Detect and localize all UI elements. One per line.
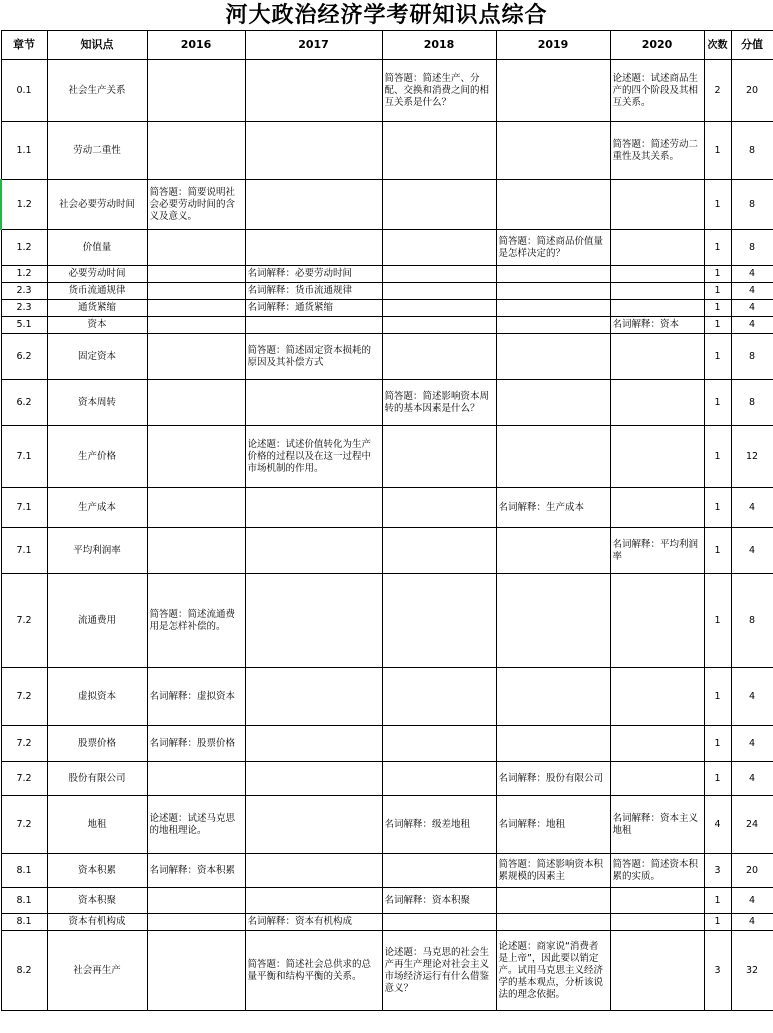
table-row [1,914,773,931]
cell-2017[interactable]: 名词解释：通货紧缩 [245,300,382,317]
cell-count[interactable]: 1 [704,726,731,762]
cell-count[interactable]: 1 [704,180,731,230]
cell-count[interactable]: 1 [704,528,731,574]
cell-2016[interactable]: 论述题：试述马克思的地租理论。 [147,796,245,854]
cell-count[interactable]: 1 [704,266,731,283]
cell-2016[interactable] [147,426,245,488]
cell-section[interactable]: 6.2 [1,380,47,426]
cell-2017[interactable]: 名词解释：资本有机构成 [245,914,382,931]
cell-section[interactable]: 7.2 [1,762,47,796]
cell-2019[interactable] [496,60,610,122]
cell-2019[interactable] [496,668,610,726]
cell-2018[interactable]: 名词解释：级差地租 [382,796,496,854]
cell-2018[interactable]: 名词解释：资本积聚 [382,888,496,914]
cell-2018[interactable] [382,122,496,180]
cell-count[interactable]: 1 [704,668,731,726]
cell-section[interactable]: 1.2 [1,266,47,283]
cell-count[interactable]: 1 [704,426,731,488]
cell-count[interactable]: 1 [704,300,731,317]
cell-score[interactable]: 4 [731,668,773,726]
cell-2018[interactable] [382,762,496,796]
cell-section[interactable]: 8.1 [1,854,47,888]
cell-2018[interactable] [382,266,496,283]
knowledge-table [0,30,773,1011]
cell-score[interactable]: 12 [731,426,773,488]
cell-2020[interactable] [610,488,704,528]
table-row [1,762,773,796]
cell-2019[interactable] [496,380,610,426]
cell-section[interactable]: 8.1 [1,888,47,914]
cell-2017[interactable]: 论述题：试述价值转化为生产价格的过程以及在这一过程中市场机制的作用。 [245,426,382,488]
cell-2016[interactable] [147,300,245,317]
cell-2018[interactable] [382,854,496,888]
cell-2019[interactable]: 简答题：简述影响资本积累规模的因素主 [496,854,610,888]
cell-2017[interactable] [245,726,382,762]
cell-count[interactable]: 1 [704,317,731,334]
cell-score[interactable]: 4 [731,888,773,914]
table-row [1,796,773,854]
cell-2016[interactable] [147,380,245,426]
header-2017[interactable]: 2017 [245,31,382,60]
cell-score[interactable]: 32 [731,931,773,1011]
cell-count[interactable]: 1 [704,888,731,914]
cell-2016[interactable] [147,488,245,528]
cell-score[interactable]: 4 [731,914,773,931]
cell-count[interactable]: 1 [704,762,731,796]
cell-2017[interactable]: 简答题：简述固定资本损耗的原因及其补偿方式 [245,334,382,380]
cell-2018[interactable] [382,574,496,668]
cell-point[interactable]: 平均利润率 [47,528,147,574]
cell-2017[interactable] [245,230,382,266]
cell-point[interactable]: 必要劳动时间 [47,266,147,283]
cell-2019[interactable] [496,574,610,668]
cell-2016[interactable] [147,931,245,1011]
cell-point[interactable]: 资本周转 [47,380,147,426]
cell-2016[interactable] [147,528,245,574]
cell-2019[interactable] [496,300,610,317]
cell-2020[interactable] [610,426,704,488]
cell-2020[interactable]: 名词解释：平均利润率 [610,528,704,574]
cell-2018[interactable] [382,283,496,300]
cell-2016[interactable] [147,122,245,180]
cell-section[interactable]: 0.1 [1,60,47,122]
cell-2018[interactable]: 简答题：简述生产、分配、交换和消费之间的相互关系是什么？ [382,60,496,122]
cell-count[interactable]: 1 [704,122,731,180]
cell-2020[interactable] [610,283,704,300]
header-2018[interactable]: 2018 [382,31,496,60]
header-section[interactable]: 章节 [1,31,47,60]
cell-2016[interactable] [147,266,245,283]
cell-point[interactable]: 社会必要劳动时间 [47,180,147,230]
cell-point[interactable]: 股份有限公司 [47,762,147,796]
cell-score[interactable]: 4 [731,283,773,300]
cell-2020[interactable]: 名词解释：资本 [610,317,704,334]
cell-2016[interactable] [147,888,245,914]
cell-point[interactable]: 地租 [47,796,147,854]
cell-2018[interactable] [382,488,496,528]
cell-point[interactable]: 价值量 [47,230,147,266]
cell-section[interactable]: 7.1 [1,488,47,528]
table-row [1,180,773,230]
cell-count[interactable]: 3 [704,854,731,888]
table-row [1,888,773,914]
cell-2020[interactable] [610,762,704,796]
cell-2018[interactable]: 论述题：马克思的社会生产再生产理论对社会主义市场经济运行有什么借鉴意义？ [382,931,496,1011]
cell-2020[interactable]: 简答题：简述资本积累的实质。 [610,854,704,888]
cell-2017[interactable]: 名词解释：货币流通规律 [245,283,382,300]
cell-2020[interactable]: 简答题：简述劳动二重性及其关系。 [610,122,704,180]
cell-point[interactable]: 通货紧缩 [47,300,147,317]
cell-2020[interactable] [610,914,704,931]
cell-score[interactable]: 4 [731,317,773,334]
cell-score[interactable]: 8 [731,122,773,180]
cell-count[interactable]: 1 [704,334,731,380]
cell-2018[interactable] [382,726,496,762]
cell-2016[interactable] [147,283,245,300]
cell-2019[interactable] [496,122,610,180]
cell-score[interactable]: 4 [731,266,773,283]
cell-score[interactable]: 4 [731,300,773,317]
cell-section[interactable]: 1.2 [1,230,47,266]
cell-section[interactable]: 8.1 [1,914,47,931]
header-point[interactable]: 知识点 [47,31,147,60]
cell-2020[interactable]: 论述题：试述商品生产的四个阶段及其相互关系。 [610,60,704,122]
table-row [1,426,773,488]
cell-count[interactable]: 1 [704,380,731,426]
cell-2019[interactable]: 名词解释：股份有限公司 [496,762,610,796]
cell-2020[interactable] [610,380,704,426]
cell-count[interactable]: 1 [704,488,731,528]
cell-score[interactable]: 8 [731,574,773,668]
header-2016[interactable]: 2016 [147,31,245,60]
cell-2016[interactable]: 简答题：简述流通费用是怎样补偿的。 [147,574,245,668]
table-row [1,300,773,317]
cell-2018[interactable] [382,317,496,334]
cell-section[interactable]: 5.1 [1,317,47,334]
cell-2019[interactable]: 简答题：简述商品价值量是怎样决定的？ [496,230,610,266]
cell-2020[interactable] [610,334,704,380]
header-2019[interactable]: 2019 [496,31,610,60]
cell-2020[interactable] [610,888,704,914]
cell-2020[interactable] [610,266,704,283]
cell-2017[interactable] [245,317,382,334]
cell-2017[interactable] [245,380,382,426]
cell-2018[interactable] [382,528,496,574]
cell-section[interactable]: 7.1 [1,426,47,488]
cell-2016[interactable]: 名词解释：股票价格 [147,726,245,762]
cell-section[interactable]: 1.1 [1,122,47,180]
header-2020[interactable]: 2020 [610,31,704,60]
cell-2020[interactable] [610,180,704,230]
cell-2016[interactable] [147,317,245,334]
cell-2020[interactable] [610,931,704,1011]
header-row [1,31,773,60]
cell-2018[interactable] [382,300,496,317]
cell-point[interactable]: 资本积聚 [47,888,147,914]
cell-2016[interactable] [147,334,245,380]
cell-score[interactable]: 8 [731,380,773,426]
cell-2019[interactable]: 名词解释：地租 [496,796,610,854]
cell-score[interactable]: 8 [731,180,773,230]
cell-point[interactable]: 社会生产关系 [47,60,147,122]
cell-2016[interactable]: 名词解释：资本积累 [147,854,245,888]
cell-count[interactable]: 1 [704,283,731,300]
cell-section[interactable]: 2.3 [1,300,47,317]
cell-score[interactable]: 4 [731,528,773,574]
cell-2019[interactable] [496,914,610,931]
cell-2018[interactable] [382,668,496,726]
cell-2019[interactable] [496,426,610,488]
cell-count[interactable]: 1 [704,914,731,931]
cell-2016[interactable] [147,914,245,931]
cell-2019[interactable] [496,334,610,380]
cell-count[interactable]: 1 [704,574,731,668]
cell-point[interactable]: 资本积累 [47,854,147,888]
table-row [1,726,773,762]
cell-2016[interactable] [147,762,245,796]
sheet-title: 河大政治经济学考研知识点综合 [225,2,548,28]
table-row [1,528,773,574]
cell-2018[interactable] [382,180,496,230]
cell-section[interactable]: 1.2 [1,180,47,230]
cell-2017[interactable] [245,854,382,888]
cell-2020[interactable] [610,230,704,266]
cell-2016[interactable]: 简答题：简要说明社会必要劳动时间的含义及意义。 [147,180,245,230]
cell-section[interactable]: 7.1 [1,528,47,574]
cell-2020[interactable] [610,726,704,762]
cell-2019[interactable] [496,888,610,914]
cell-2019[interactable]: 名词解释：生产成本 [496,488,610,528]
cell-2017[interactable] [245,60,382,122]
cell-2017[interactable] [245,668,382,726]
cell-point[interactable]: 流通费用 [47,574,147,668]
cell-score[interactable]: 24 [731,796,773,854]
cell-count[interactable]: 4 [704,796,731,854]
cell-score[interactable]: 20 [731,60,773,122]
cell-count[interactable]: 2 [704,60,731,122]
cell-2017[interactable] [245,796,382,854]
cell-section[interactable]: 7.2 [1,796,47,854]
cell-section[interactable]: 7.2 [1,574,47,668]
table-row [1,60,773,122]
cell-count[interactable]: 3 [704,931,731,1011]
table-row [1,334,773,380]
cell-2019[interactable]: 论述题：商家说“消费者是上帝”，因此要以销定产。试用马克思主义经济学的基本观点，分析该说法的理念依据。 [496,931,610,1011]
cell-score[interactable]: 20 [731,854,773,888]
cell-2019[interactable] [496,528,610,574]
cell-2020[interactable] [610,300,704,317]
cell-2018[interactable] [382,334,496,380]
cell-2018[interactable] [382,230,496,266]
cell-point[interactable]: 虚拟资本 [47,668,147,726]
cell-point[interactable]: 生产价格 [47,426,147,488]
table-row [1,668,773,726]
cell-2020[interactable] [610,668,704,726]
cell-2017[interactable]: 简答题：简述社会总供求的总量平衡和结构平衡的关系。 [245,931,382,1011]
cell-2019[interactable] [496,317,610,334]
cell-2017[interactable] [245,528,382,574]
cell-2017[interactable] [245,488,382,528]
cell-2019[interactable] [496,283,610,300]
cell-2017[interactable] [245,180,382,230]
cell-point[interactable]: 生产成本 [47,488,147,528]
cell-score[interactable]: 4 [731,726,773,762]
cell-score[interactable]: 4 [731,488,773,528]
cell-score[interactable]: 4 [731,762,773,796]
cell-section[interactable]: 7.2 [1,726,47,762]
cell-2017[interactable] [245,574,382,668]
header-count[interactable]: 次数 [704,31,731,60]
table-row [1,574,773,668]
table-row [1,283,773,300]
cell-score[interactable]: 8 [731,334,773,380]
table-row [1,230,773,266]
cell-point[interactable]: 资本有机构成 [47,914,147,931]
cell-section[interactable]: 7.2 [1,668,47,726]
cell-2018[interactable] [382,914,496,931]
table-row [1,317,773,334]
cell-2016[interactable] [147,230,245,266]
cell-point[interactable]: 资本 [47,317,147,334]
cell-point[interactable]: 固定资本 [47,334,147,380]
table-row [1,122,773,180]
header-score[interactable]: 分值 [731,31,773,60]
cell-2018[interactable] [382,426,496,488]
cell-2017[interactable] [245,122,382,180]
table-body [1,60,773,1011]
cell-section[interactable]: 8.2 [1,931,47,1011]
cell-2017[interactable]: 名词解释：必要劳动时间 [245,266,382,283]
cell-2019[interactable] [496,266,610,283]
table-row [1,931,773,1011]
table-row [1,854,773,888]
cell-score[interactable]: 8 [731,230,773,266]
cell-count[interactable]: 1 [704,230,731,266]
cell-point[interactable]: 股票价格 [47,726,147,762]
table-row [1,488,773,528]
cell-point[interactable]: 劳动二重性 [47,122,147,180]
cell-2017[interactable] [245,888,382,914]
cell-section[interactable]: 2.3 [1,283,47,300]
cell-2016[interactable] [147,60,245,122]
cell-2019[interactable] [496,726,610,762]
cell-2020[interactable] [610,574,704,668]
table-row [1,380,773,426]
cell-2018[interactable]: 简答题：简述影响资本周转的基本因素是什么？ [382,380,496,426]
cell-2020[interactable]: 名词解释：资本主义地租 [610,796,704,854]
cell-point[interactable]: 货币流通规律 [47,283,147,300]
cell-point[interactable]: 社会再生产 [47,931,147,1011]
cell-2017[interactable] [245,762,382,796]
table-row [1,266,773,283]
cell-2019[interactable] [496,180,610,230]
cell-section[interactable]: 6.2 [1,334,47,380]
cell-2016[interactable]: 名词解释：虚拟资本 [147,668,245,726]
